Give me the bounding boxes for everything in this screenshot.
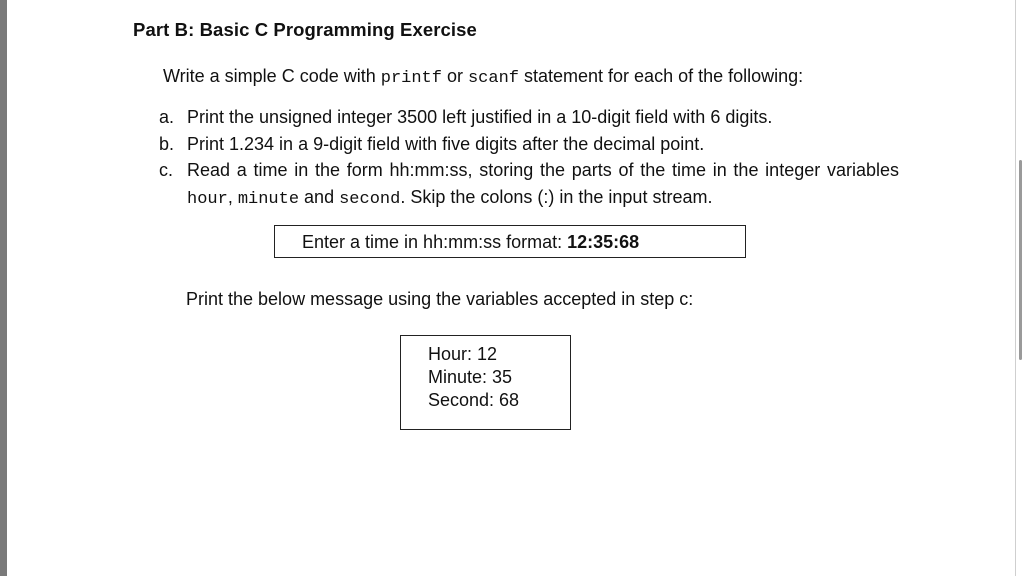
scrollbar-thumb[interactable] [1019,160,1022,360]
code-scanf: scanf [467,69,519,88]
page-right-edge [1015,0,1016,576]
code-printf: printf [380,69,442,88]
intro-paragraph [163,66,803,88]
list-item-text: Print the unsigned integer 3500 left justified in a 10-digit field with 6 digits. [187,107,773,127]
list-item-a [159,104,899,131]
list-item-text: Print 1.234 in a 9-digit field with five digits after the decimal point. [187,133,705,154]
item-c-sep1: , [227,186,238,207]
sample-input-box [274,225,746,258]
code-minute: minute [237,189,300,209]
list-item-b [159,131,899,158]
print-instruction: Print the below message using the variables accepted in step c: [186,289,694,309]
section-title: Part B: Basic C Programming Exercise [133,19,477,40]
output-line-minute: Minute: 35 [428,367,513,387]
list-item-c [159,157,899,213]
intro-text-after: statement for each of the following: [519,66,804,86]
list-marker: c. [159,160,174,180]
item-c-sep2: and [299,186,340,207]
code-second: second [339,189,401,209]
item-c-text-start: Read a time in the form hh:mm:ss, storing the parts of the time in the integer variables [187,160,899,180]
intro-text-before: Write a simple C code with [163,66,381,86]
input-value: 12:35:68 [567,232,640,252]
item-c-text-end: . Skip the colons (:) in the input stream. [400,186,713,207]
list-marker: b. [159,133,175,154]
list-item-text [187,157,899,213]
intro-text-mid: or [441,66,468,86]
code-hour: hour [187,189,228,209]
output-line-second: Second: 68 [428,390,520,410]
exercise-list [159,104,899,213]
sample-output-box [400,335,571,430]
input-prompt: Enter a time in hh:mm:ss format: [302,232,568,252]
list-marker: a. [159,107,175,127]
output-line-hour: Hour: 12 [428,344,498,364]
